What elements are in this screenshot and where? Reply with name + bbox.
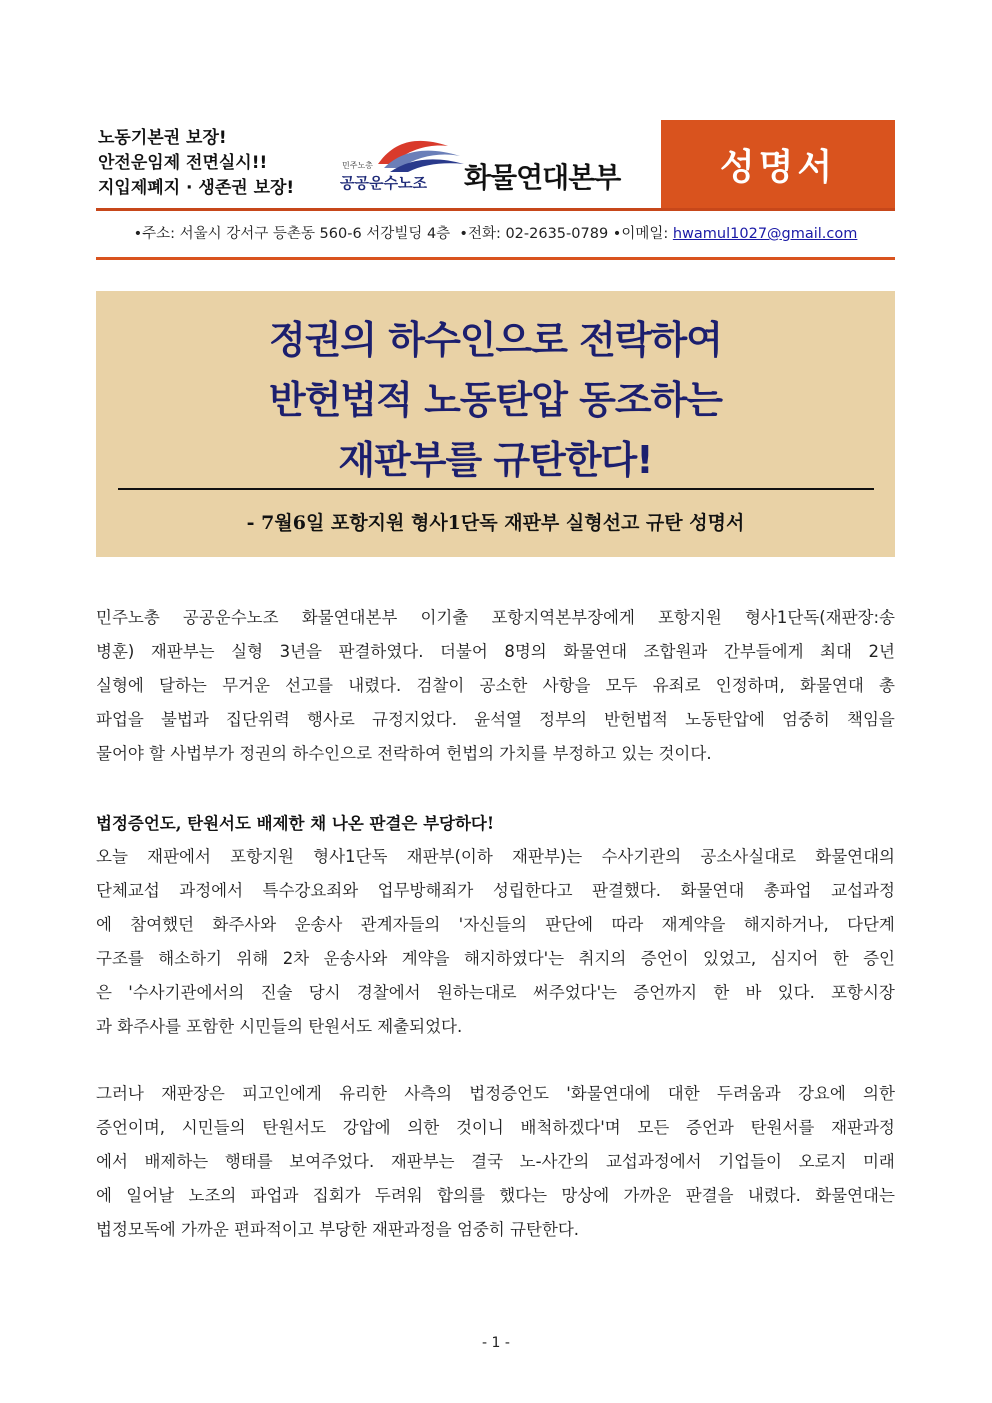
paragraph-line: 에서 배제하는 행태를 보여주었다. 재판부는 결국 노-사간의 교섭과정에서 기업들이 오로지 미래 — [96, 1152, 895, 1171]
contact-address: •주소: 서울시 강서구 등촌동 560-6 서강빌딩 4층 — [133, 226, 451, 242]
paragraph-condemnation — [96, 1077, 895, 1247]
paragraph-intro — [96, 601, 895, 771]
document-header — [96, 120, 895, 211]
section-heading: 법정증언도, 탄원서도 배제한 채 나온 판결은 부당하다! — [96, 814, 495, 833]
paragraph-line: 법정모독에 가까운 편파적이고 부당한 재판과정을 엄중히 규탄한다. — [96, 1220, 580, 1239]
slogan-line: 안전운임제 전면실시!! — [98, 153, 268, 173]
paragraph-line: 에 참여했던 화주사와 운송사 관계자들의 '자신들의 판단에 따라 재계약을 해지하거나, 다단계 — [96, 915, 895, 934]
paragraph-line: 단체교섭 과정에서 특수강요죄와 업무방해죄가 성립한다고 판결했다. 화물연대 총파업 교섭과정 — [96, 881, 895, 900]
page-number: - 1 - — [482, 1335, 510, 1351]
slogan-line: 지입제폐지 · 생존권 보장! — [98, 178, 295, 198]
paragraph-line: 구조를 해소하기 위해 2차 운송사와 계약을 해지하였다'는 취지의 증언이 있었고, 심지어 한 증인 — [96, 949, 895, 968]
title-line: 정권의 하수인으로 전락하여 — [269, 318, 722, 362]
paragraph-line: 은 '수사기관에서의 진술 당시 경찰에서 원하는대로 써주었다'는 증언까지 한 바 있다. 포항시장 — [96, 983, 895, 1002]
contact-email-label: •이메일: — [612, 226, 669, 242]
slogan-line: 노동기본권 보장! — [98, 128, 227, 148]
contact-email-link[interactable]: hwamul1027@gmail.com — [672, 226, 858, 242]
paragraph-testimony — [96, 840, 895, 1044]
paragraph-line: 민주노총 공공운수노조 화물연대본부 이기출 포항지역본부장에게 포항지원 형사1단독(재판장:송 — [96, 608, 895, 627]
title-line: 반헌법적 노동탄압 동조하는 — [269, 378, 722, 422]
logo-small-text: 민주노총 — [342, 161, 373, 170]
title-box — [96, 291, 895, 557]
paragraph-line: 파업을 불법과 집단위력 행사로 규정지었다. 윤석열 정부의 반헌법적 노동탄압에 엄중히 책임을 — [96, 710, 895, 729]
paragraph-line: 에 일어날 노조의 파업과 집회가 두려워 합의를 했다는 망상에 가까운 판결을 내렸다. 화물연대는 — [96, 1186, 895, 1205]
title-line: 재판부를 규탄한다! — [338, 438, 653, 482]
contact-phone: •전화: 02-2635-0789 — [459, 226, 609, 242]
paragraph-line: 실형에 달하는 무거운 선고를 내렸다. 검찰이 공소한 사항을 모두 유죄로 인정하며, 화물연대 총 — [96, 676, 895, 695]
logo-union-name: 공공운수노조 — [340, 174, 427, 192]
paragraph-line: 증언이며, 시민들의 탄원서도 강압에 의한 것이니 배척하겠다'며 모든 증언과 탄원서를 재판과정 — [96, 1118, 895, 1137]
contact-line — [96, 222, 895, 243]
paragraph-line: 병훈) 재판부는 실형 3년을 판결하였다. 더불어 8명의 화물연대 조합원과 간부들에게 최대 2년 — [96, 642, 895, 661]
title-divider — [118, 488, 874, 490]
paragraph-line: 과 화주사를 포함한 시민들의 탄원서도 제출되었다. — [96, 1017, 463, 1036]
contact-divider — [96, 257, 895, 260]
paragraph-line: 그러나 재판장은 피고인에게 유리한 사측의 법정증언도 '화물연대에 대한 두려움과 강요에 의한 — [96, 1084, 895, 1103]
paragraph-line: 물어야 할 사법부가 정권의 하수인으로 전락하여 헌법의 가치를 부정하고 있는 것이다. — [96, 744, 712, 763]
document-type-badge: 성명서 — [661, 120, 895, 208]
slogan-block — [98, 126, 294, 201]
paragraph-line: 오늘 재판에서 포항지원 형사1단독 재판부(이하 재판부)는 수사기관의 공소사실대로 화물연대의 — [96, 847, 895, 866]
subtitle: - 7월6일 포항지원 형사1단독 재판부 실형선고 규탄 성명서 — [246, 512, 745, 534]
organization-name: 화물연대본부 — [464, 161, 621, 194]
